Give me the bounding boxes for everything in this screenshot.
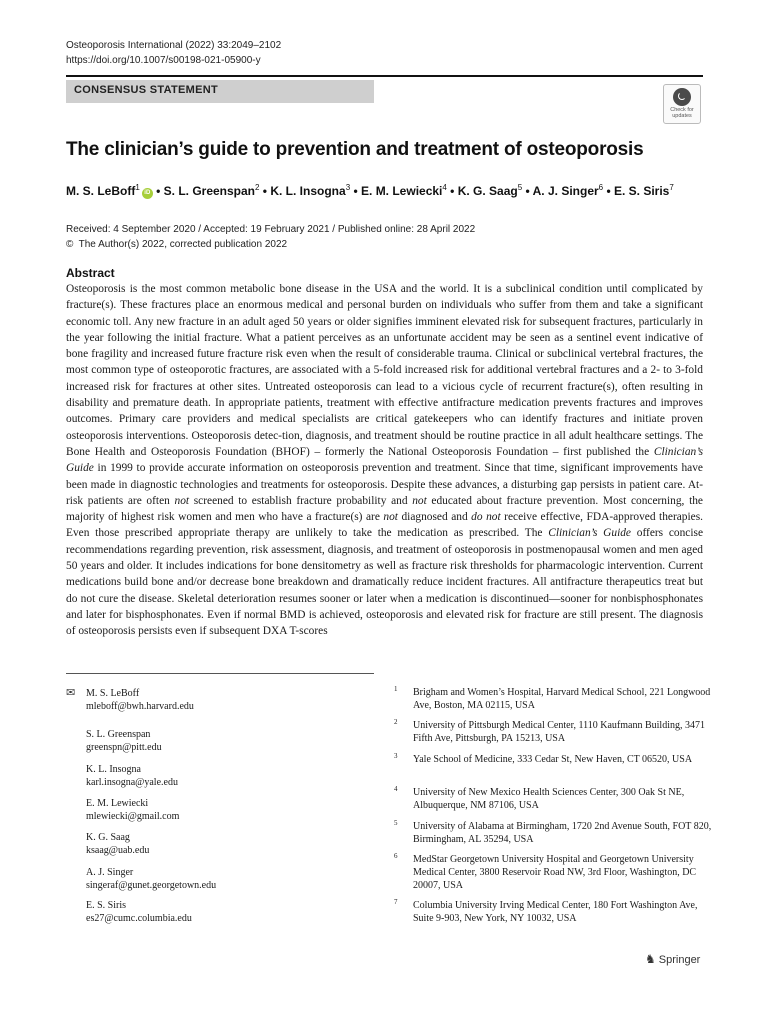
author-name: K. G. Saag [457, 184, 518, 198]
springer-horse-icon: ♞ [645, 952, 656, 966]
affiliation-6 [394, 853, 714, 892]
author-separator: • [350, 184, 362, 198]
author-4[interactable] [361, 184, 447, 198]
article-type-banner: CONSENSUS STATEMENT [66, 80, 374, 103]
affiliation-number: 3 [394, 752, 398, 760]
abstract-heading: Abstract [66, 266, 115, 280]
author-affiliation-number: 2 [255, 183, 260, 192]
affiliation-text: Yale School of Medicine, 333 Cedar St, New Haven, CT 06520, USA [413, 754, 693, 765]
affiliation-number: 7 [394, 898, 398, 906]
correspondent-name: E. M. Lewiecki [86, 798, 149, 809]
author-list [66, 183, 674, 199]
affiliation-number: 5 [394, 819, 398, 827]
abstract-emphasis: Clinician’s Guide [548, 527, 631, 540]
orcid-icon[interactable]: iD [142, 188, 153, 199]
abstract-emphasis: not [383, 511, 398, 524]
copyright-text: The Author(s) 2022, corrected publication 2022 [78, 239, 288, 250]
author-affiliation-number: 4 [442, 183, 447, 192]
affiliation-number: 2 [394, 718, 398, 726]
author-affiliation-number: 5 [517, 183, 523, 192]
author-separator: • [152, 184, 164, 198]
open-access-icon: © [66, 239, 74, 250]
author-separator: • [522, 184, 533, 198]
author-affiliation-number: 6 [598, 183, 604, 192]
correspondent-name: K. L. Insogna [86, 764, 141, 775]
abstract-emphasis: do not [471, 511, 501, 524]
author-separator: • [259, 184, 271, 198]
author-name: M. S. LeBoff [66, 184, 136, 198]
correspondent-name: K. G. Saag [86, 832, 130, 843]
correspondent-6 [86, 866, 346, 892]
author-name: A. J. Singer [532, 184, 599, 198]
article-dates [66, 222, 475, 252]
correspondent-email[interactable]: mlewiecki@gmail.com [86, 811, 180, 822]
affiliation-text: Brigham and Women’s Hospital, Harvard Medical School, 221 Longwood Ave, Boston, MA 02115, USA [413, 687, 711, 711]
correspondent-1 [86, 687, 346, 713]
affiliation-text: MedStar Georgetown University Hospital and Georgetown University Medical Center, 3800 Reservoir Road NW, 3rd Floor, Washington, DC 20007, USA [413, 854, 697, 891]
envelope-icon: ✉ [66, 687, 76, 699]
correspondent-2 [86, 728, 346, 754]
correspondent-name: S. L. Greenspan [86, 729, 151, 740]
author-7[interactable] [614, 184, 674, 198]
affiliation-number: 6 [394, 852, 398, 860]
publisher-logo [645, 952, 700, 966]
correspondent-email[interactable]: greenspn@pitt.edu [86, 742, 162, 753]
author-1[interactable] [66, 184, 153, 198]
author-6[interactable] [533, 184, 603, 198]
author-affiliation-number: 7 [669, 183, 674, 192]
article-title: The clinician’s guide to prevention and treatment of osteoporosis [66, 139, 644, 160]
author-separator: • [603, 184, 614, 198]
affiliation-3 [394, 753, 714, 766]
correspondent-email[interactable]: ksaag@uab.edu [86, 845, 150, 856]
abstract-body: Osteoporosis is the most common metabolic bone disease in the USA and the world. It is a subclinical condition until complicated by fracture(s). These fractures place an enormous medical and personal burden on individuals who suffer from them and take a significant economic toll. Any new fracture in an adult aged 50 years or older signifies imminent elevated risk for subsequent fractures, particularly in the year following the initial fracture. What a patient perceives as an unfortunate accident may be seen as a sentinel event indicative of bone fragility and increased future fracture risk even when the result of considerable trauma. Clinical or subclinical vertebral fractures, the most common type of osteoporotic fractures, are associated with a 5-fold increased risk for additional vertebral fractures and a 2- to 3-fold increased risk for fractures at other sites. Untreated osteoporosis can lead to a vicious cycle of recurrent fracture(s), often resulting in disability and premature death. In appropriate patients, treatment with effective antifracture medication prevents fractures and improves outcomes. Primary care providers and medical specialists are critical gatekeepers who can identify fractures and initiate proven osteoporosis interventions. Osteoporosis detec-tion, diagnosis, and treatment should be routine practice in all adult healthcare settings. The Bone Health and Osteoporosis Foundation (BHOF) – formerly the National Osteoporosis Foundation – first published the Clinician’s Guide in 1999 to provide accurate information on osteoporosis prevention and treatment. Since that time, significant improvements have been made in diagnostic technologies and treatments for osteoporosis. Despite these advances, a disturbing gap persists in patient care. At-risk patients are often not screened to establish fracture probability and not educated about fracture prevention. Most concerning, the majority of highest risk women and men who have a fracture(s) are not diagnosed and do not receive effective, FDA-approved therapies. Even those prescribed appropriate therapy are unlikely to take the medication as prescribed. The Clinician’s Guide offers concise recommendations regarding prevention, risk assessment, diagnosis, and treatment of osteoporosis in postmenopausal women and men aged 50 years and older. It includes indications for bone densitometry as well as fracture risk thresholds for pharmacologic intervention. Current medications build bone and/or decrease bone breakdown and dramatically reduce incident fractures. All antifracture therapeutics treat but do not cure the disease. Skeletal deterioration resumes sooner or later when a medication is discontinued—sooner for nonbisphosphonates and later for bisphosphonates. Even if normal BMD is achieved, osteoporosis and elevated risk for fracture are still present. The diagnosis of osteoporosis persists even if subsequent DXA T-scores [66, 283, 704, 638]
author-name: S. L. Greenspan [163, 184, 256, 198]
check-for-updates-icon [673, 88, 691, 106]
correspondent-email[interactable]: mleboff@bwh.harvard.edu [86, 701, 194, 712]
publisher-name: Springer [658, 954, 701, 966]
correspondent-5 [86, 831, 346, 857]
correspondent-name: E. S. Siris [86, 900, 127, 911]
author-name: K. L. Insogna [270, 184, 346, 198]
author-affiliation-number: 1 [135, 183, 140, 192]
abstract-emphasis: Clinician’s Guide [66, 445, 703, 475]
affiliation-4 [394, 786, 714, 812]
author-name: E. S. Siris [614, 184, 670, 198]
affiliation-text: Columbia University Irving Medical Center, 180 Fort Washington Ave, Suite 9-903, New York, NY 10032, USA [413, 900, 698, 924]
correspondent-4 [86, 797, 346, 823]
header-rule [66, 75, 703, 77]
author-5[interactable] [458, 184, 522, 198]
correspondent-3 [86, 763, 346, 789]
affiliation-text: University of New Mexico Health Sciences Center, 300 Oak St NE, Albuquerque, NM 87106, USA [413, 787, 685, 811]
journal-meta [66, 38, 281, 68]
affiliation-number: 4 [394, 785, 398, 793]
author-2[interactable] [164, 184, 260, 198]
affiliation-5 [394, 820, 714, 846]
correspondent-email[interactable]: karl.insogna@yale.edu [86, 777, 178, 788]
affiliation-7 [394, 899, 714, 925]
copyright-line [66, 237, 475, 252]
affiliation-text: University of Alabama at Birmingham, 1720 2nd Avenue South, FOT 820, Birmingham, AL 35294, USA [413, 821, 712, 845]
correspondent-name: M. S. LeBoff [86, 688, 140, 699]
correspondent-email[interactable]: es27@cumc.columbia.edu [86, 913, 192, 924]
correspondent-email[interactable]: singeraf@gunet.georgetown.edu [86, 880, 217, 891]
correspondent-name: A. J. Singer [86, 867, 134, 878]
affiliation-1 [394, 686, 714, 712]
affiliation-number: 1 [394, 685, 398, 693]
author-3[interactable] [270, 184, 350, 198]
badge-line-1: Check for [670, 107, 694, 113]
author-affiliation-number: 3 [345, 183, 351, 192]
abstract-emphasis: not [412, 494, 427, 507]
correspondent-7 [86, 899, 346, 925]
badge-line-2: updates [672, 113, 692, 119]
author-name: E. M. Lewiecki [361, 184, 443, 198]
doi-link[interactable]: https://doi.org/10.1007/s00198-021-05900-y [66, 55, 261, 66]
footnote-rule [66, 673, 374, 674]
affiliation-text: University of Pittsburgh Medical Center, 1110 Kaufmann Building, 3471 Fifth Ave, Pittsburgh, PA 15213, USA [413, 720, 705, 744]
author-separator: • [446, 184, 458, 198]
dates-line: Received: 4 September 2020 / Accepted: 19 February 2021 / Published online: 28 April 2022 [66, 224, 476, 235]
check-for-updates-badge[interactable] [663, 84, 701, 124]
affiliation-2 [394, 719, 714, 745]
abstract-emphasis: not [174, 494, 190, 507]
journal-citation: Osteoporosis International (2022) 33:2049–2102 [66, 40, 282, 51]
